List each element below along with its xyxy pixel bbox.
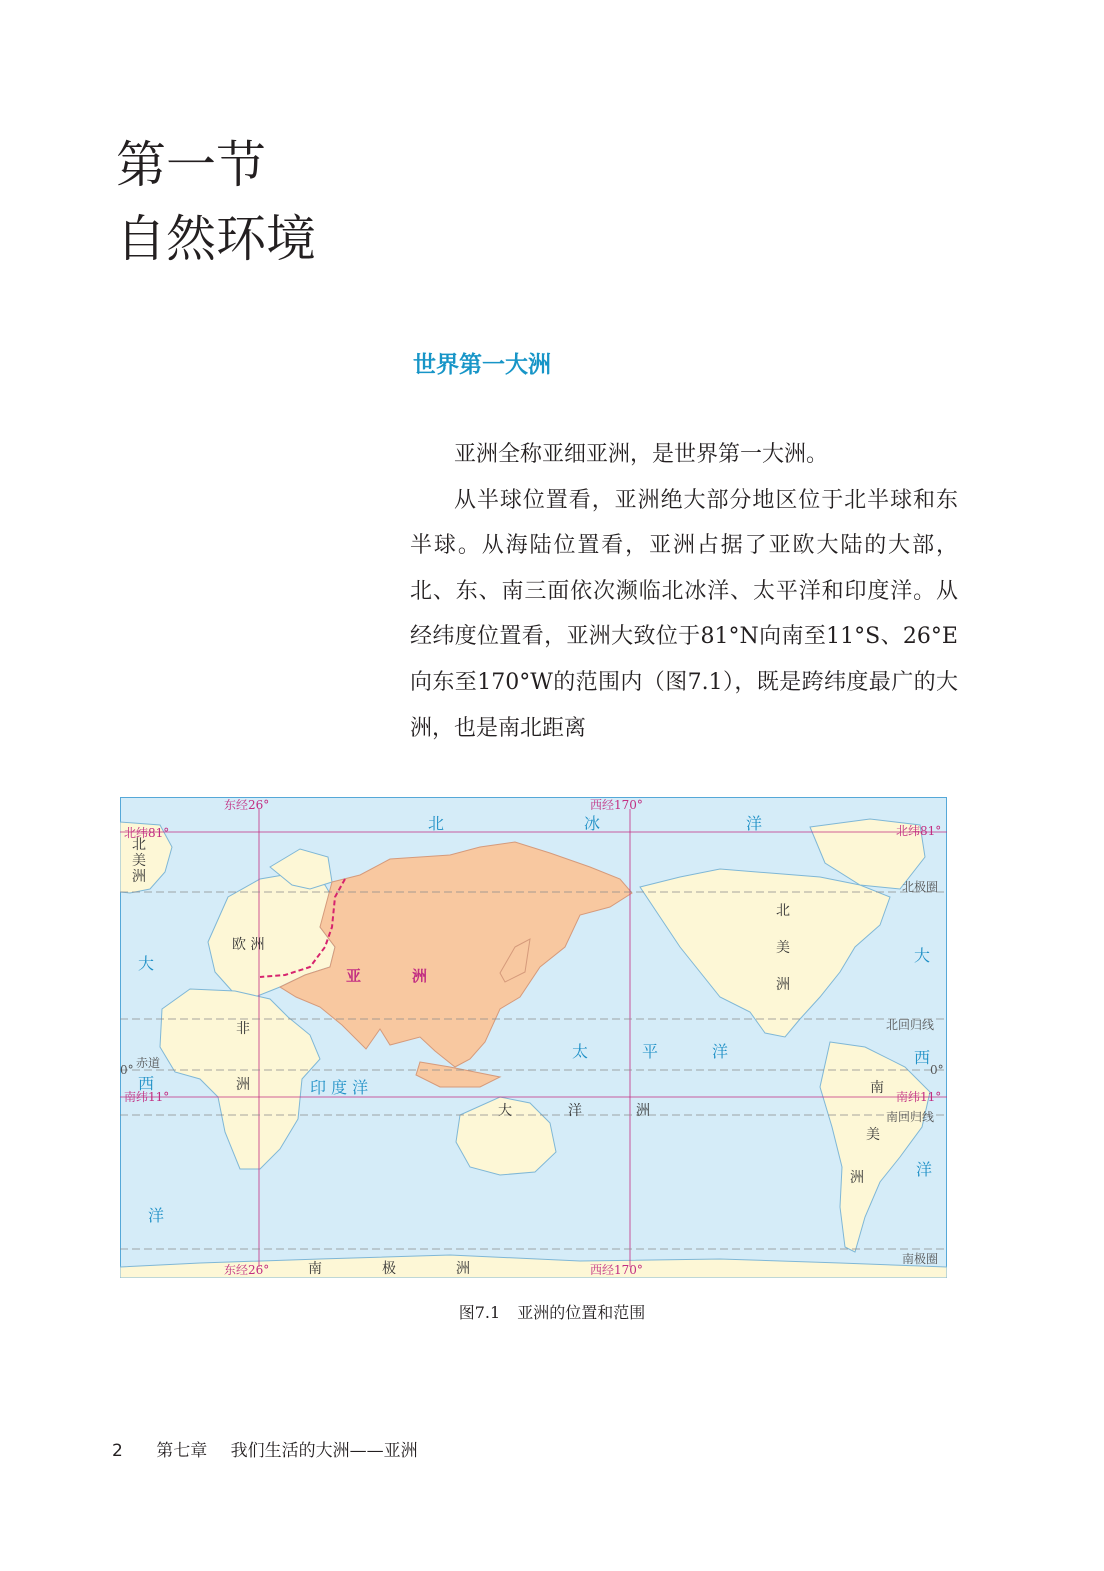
label-africa-2: 洲 xyxy=(236,1077,250,1093)
paragraph: 亚洲全称亚细亚洲，是世界第一大洲。 xyxy=(454,442,829,467)
label-s11-left: 南纬11° xyxy=(124,1090,170,1104)
label-sa-1: 南 xyxy=(870,1080,884,1096)
label-atl-right-3: 洋 xyxy=(916,1160,933,1179)
label-asia-1: 亚 xyxy=(346,967,362,985)
label-oceania-1: 大 xyxy=(498,1103,512,1119)
label-tropic-cancer: 北回归线 xyxy=(886,1018,935,1032)
label-e26-top: 东经26° xyxy=(224,798,270,812)
page-footer xyxy=(112,1436,418,1461)
section-heading: 世界第一大洲 xyxy=(413,352,551,378)
label-antarctica-2: 极 xyxy=(382,1261,396,1277)
label-s11-right: 南纬11° xyxy=(896,1090,942,1104)
label-equator-name: 赤道 xyxy=(136,1056,161,1070)
label-africa-1: 非 xyxy=(236,1021,250,1037)
label-na-left-3: 洲 xyxy=(132,869,146,885)
label-sa-2: 美 xyxy=(866,1127,880,1143)
footer-chapter-title: 我们生活的大洲——亚洲 xyxy=(230,1441,418,1461)
label-atl-left-1: 大 xyxy=(138,954,155,973)
label-oceania-2: 洋 xyxy=(568,1103,582,1119)
label-n81-left: 北纬81° xyxy=(124,826,170,840)
label-arctic-3: 洋 xyxy=(746,814,763,833)
label-tropic-capricorn: 南回归线 xyxy=(886,1110,935,1124)
section-title: 自然环境 xyxy=(116,210,316,268)
label-na-1: 北 xyxy=(776,903,790,919)
label-equator-left: 0° xyxy=(120,1063,134,1077)
label-arctic-circle: 北极圈 xyxy=(902,880,939,894)
label-antarctic-circle: 南极圈 xyxy=(902,1252,939,1266)
label-europe: 欧 洲 xyxy=(232,937,265,953)
label-w170-top: 西经170° xyxy=(590,798,643,812)
section-number: 第一节 xyxy=(116,136,266,194)
page-number: 2 xyxy=(112,1441,123,1461)
label-pacific-2: 平 xyxy=(642,1042,659,1061)
label-asia-2: 洲 xyxy=(412,967,428,985)
asia-location-map xyxy=(120,797,947,1278)
label-antarctica-1: 南 xyxy=(308,1261,322,1277)
footer-chapter: 第七章 xyxy=(156,1441,208,1461)
label-na-left-2: 美 xyxy=(132,853,146,869)
label-pacific-1: 太 xyxy=(572,1042,589,1061)
label-atl-right-2: 西 xyxy=(914,1048,931,1067)
label-atl-left-3: 洋 xyxy=(148,1206,165,1225)
label-na-left-1: 北 xyxy=(132,837,146,853)
label-antarctica-3: 洲 xyxy=(456,1261,470,1277)
figure-number: 图7.1 xyxy=(458,1303,501,1322)
label-arctic-1: 北 xyxy=(428,814,445,833)
label-indian: 印 度 洋 xyxy=(310,1078,369,1097)
label-n81-right: 北纬81° xyxy=(896,824,942,838)
label-atl-left-2: 西 xyxy=(138,1074,155,1093)
label-atl-right-1: 大 xyxy=(914,946,931,965)
label-pacific-3: 洋 xyxy=(712,1042,729,1061)
label-na-3: 洲 xyxy=(776,977,790,993)
figure-caption xyxy=(0,1300,1104,1323)
label-sa-3: 洲 xyxy=(850,1170,864,1186)
figure-title: 亚洲的位置和范围 xyxy=(517,1303,646,1322)
chapter-title xyxy=(116,128,316,276)
label-w170-bottom: 西经170° xyxy=(590,1263,643,1277)
label-na-2: 美 xyxy=(776,940,790,956)
body-text xyxy=(410,432,958,751)
label-oceania-3: 洲 xyxy=(636,1103,650,1119)
label-arctic-2: 冰 xyxy=(584,814,601,833)
paragraph: 从半球位置看，亚洲绝大部分地区位于北半球和东半球。从海陆位置看，亚洲占据了亚欧大陆的大部，北、东、南三面依次濒临北冰洋、太平洋和印度洋。从经纬度位置看，亚洲大致位于81°N向南至11°S、26°E向东至170°W的范围内（图7.1），既是跨纬度最广的大洲，也是南北距离 xyxy=(410,487,958,741)
label-equator-right: 0° xyxy=(930,1063,944,1077)
label-e26-bottom: 东经26° xyxy=(224,1263,270,1277)
